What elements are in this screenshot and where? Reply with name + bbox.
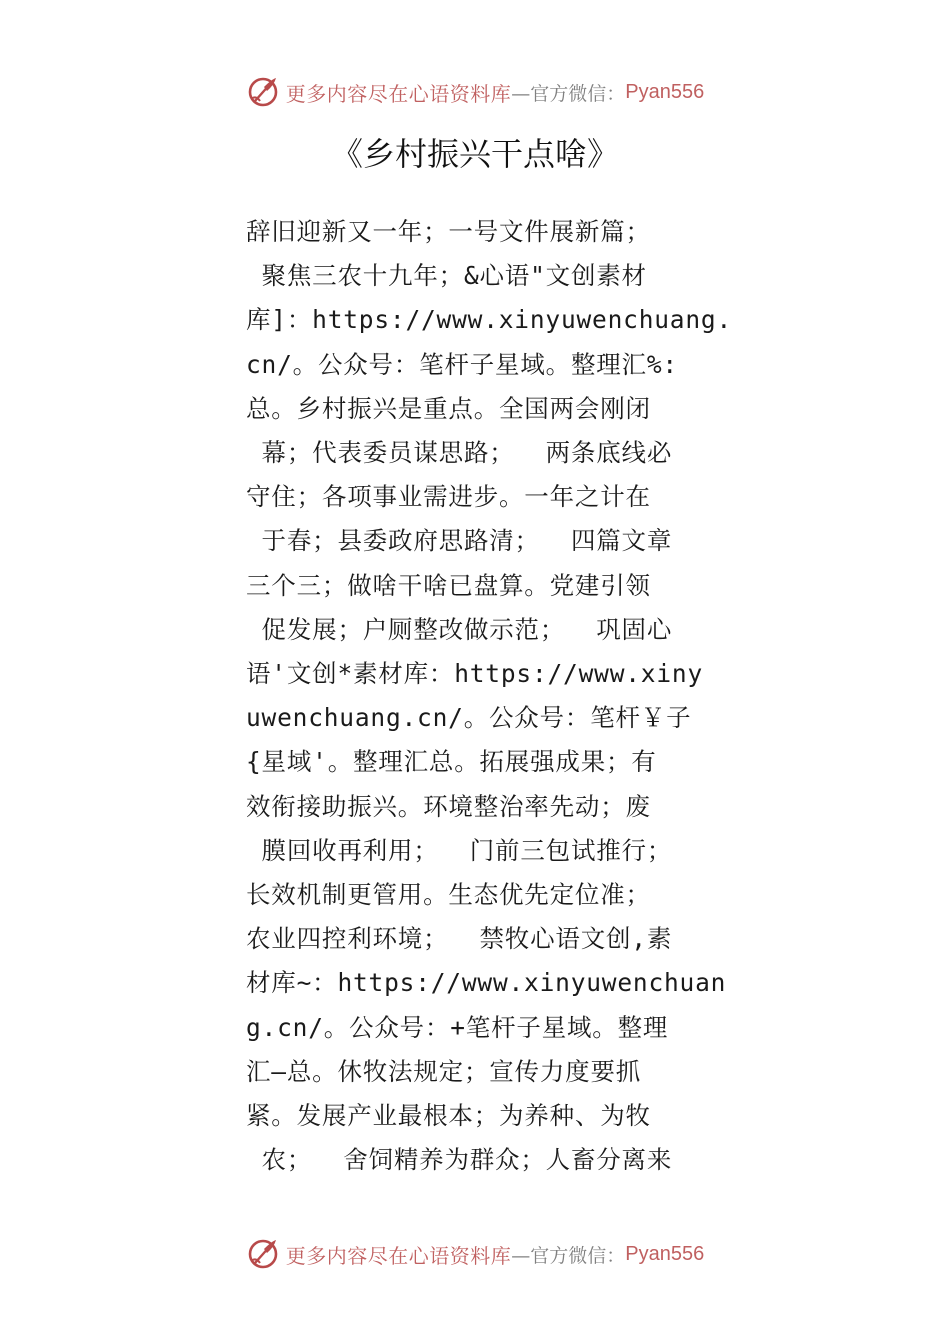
body-line: 效衔接助振兴。环境整治率先动；废 [246,791,651,821]
body-line: 农业四控利环境； 禁牧心语文创,素 [246,924,673,954]
header-banner [0,70,950,114]
body-line: g.cn/。公众号：+笔杆子星域。整理 [246,1012,669,1042]
footer-banner [0,1232,950,1276]
document-body [246,210,733,1182]
body-line: 紧。发展产业最根本；为养种、为牧 [246,1101,651,1131]
body-line: 膜回收再利用； 门前三包试推行； [246,835,673,865]
body-line: 农； 舍饲精养为群众；人畜分离来 [246,1145,673,1175]
body-line: 汇—总。休牧法规定；宣传力度要抓 [246,1056,642,1086]
body-line: 三个三；做啥干啥已盘算。党建引领 [246,570,651,600]
banner-official-label: —官方微信： [511,82,626,105]
banner-text: 更多内容尽在心语资料库 [285,1243,512,1268]
body-line: 促发展；户厕整改做示范； 巩固心 [246,614,673,644]
quill-logo-icon [246,1237,280,1271]
body-line: 幕；代表委员谋思路； 两条底线必 [246,438,673,468]
body-line: 材库~：https://www.xinyuwenchuan [246,968,727,998]
banner-wechat-id: Pyan556 [625,80,705,103]
body-line: uwenchuang.cn/。公众号：笔杆￥子 [246,703,692,733]
quill-logo-icon [246,75,280,109]
body-line: 库]：https://www.xinyuwenchuang. [246,305,733,335]
document-title: 《乡村振兴干点啥》 [330,135,619,173]
body-line: 长效机制更管用。生态优先定位准； [246,880,651,910]
banner-wechat-id: Pyan556 [625,1242,705,1265]
body-line: 守住；各项事业需进步。一年之计在 [246,482,651,512]
body-line: {星域'。整理汇总。拓展强成果；有 [246,747,657,777]
banner-text: 更多内容尽在心语资料库 [285,81,512,106]
body-line: 辞旧迎新又一年；一号文件展新篇； [246,217,651,246]
body-line: 聚焦三农十九年；&心语"文创素材 [246,261,647,291]
body-line: cn/。公众号：笔杆子星域。整理汇%: [246,349,678,379]
banner-official-label: —官方微信： [511,1244,626,1267]
body-line: 语'文创*素材库：https://www.xiny [246,659,704,689]
body-line: 于春；县委政府思路清； 四篇文章 [246,526,673,556]
body-line: 总。乡村振兴是重点。全国两会刚闭 [246,393,651,423]
